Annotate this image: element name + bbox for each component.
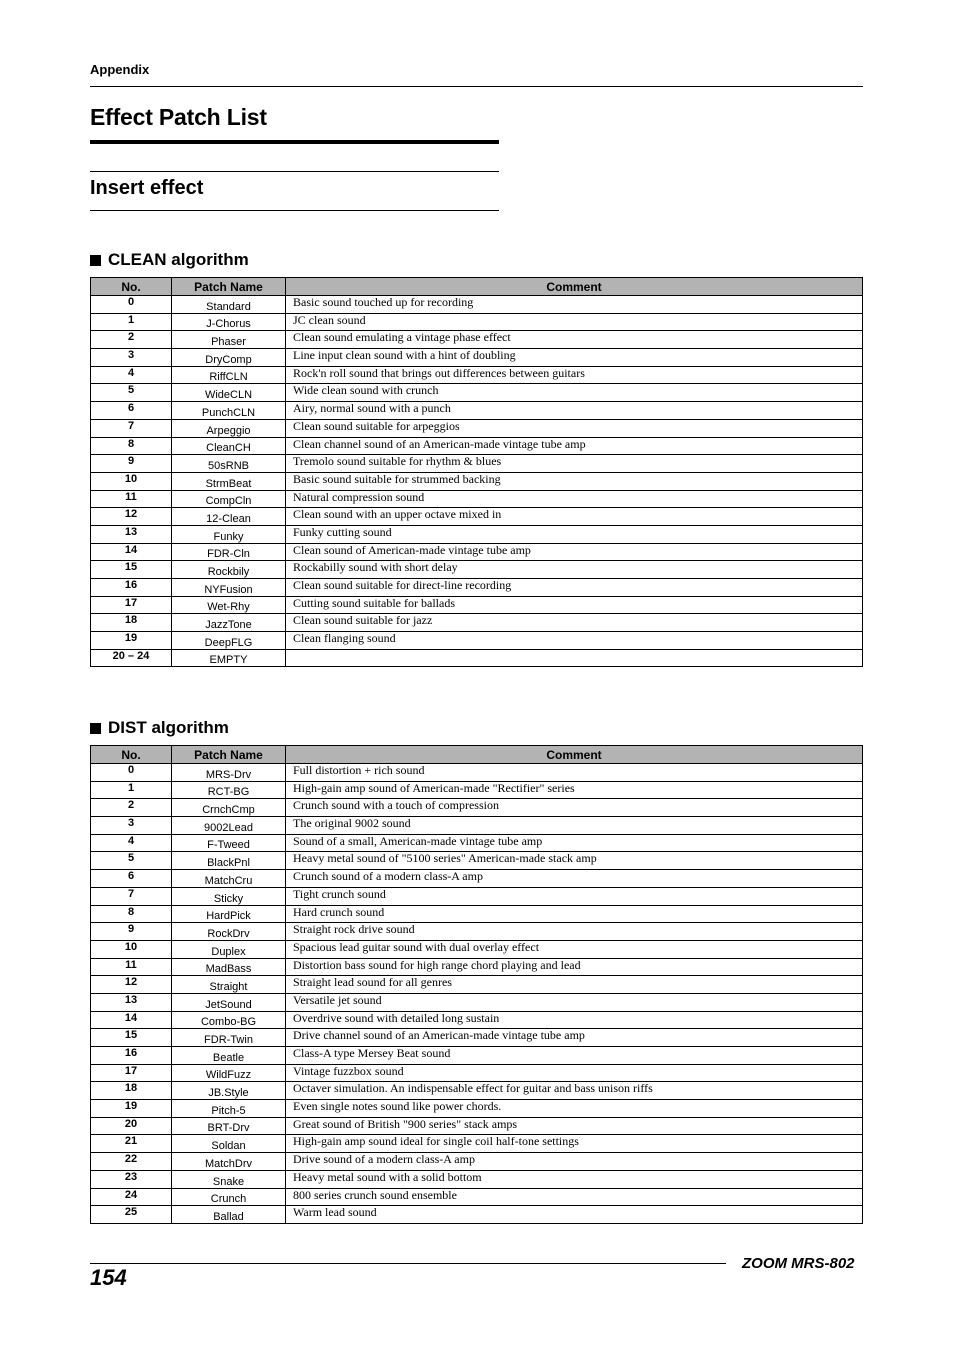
patch-number: 2 <box>91 799 172 817</box>
patch-comment: 800 series crunch sound ensemble <box>286 1188 863 1206</box>
patch-name: MadBass <box>172 958 286 976</box>
table-row <box>91 543 863 561</box>
patch-name: CompCln <box>172 490 286 508</box>
table-row <box>91 834 863 852</box>
dist-algorithm-heading <box>90 718 229 738</box>
patch-name: Soldan <box>172 1135 286 1153</box>
dist-heading-text: DIST algorithm <box>108 718 229 737</box>
table-row <box>91 781 863 799</box>
table-header-row <box>91 746 863 764</box>
table-row <box>91 958 863 976</box>
patch-number: 8 <box>91 905 172 923</box>
patch-number: 21 <box>91 1135 172 1153</box>
patch-comment: Clean sound of American-made vintage tube amp <box>286 543 863 561</box>
table-row <box>91 1064 863 1082</box>
patch-name: DeepFLG <box>172 632 286 650</box>
table-row <box>91 817 863 835</box>
patch-number: 3 <box>91 349 172 367</box>
table-row <box>91 313 863 331</box>
patch-number: 9 <box>91 923 172 941</box>
patch-number: 7 <box>91 419 172 437</box>
table-row <box>91 366 863 384</box>
patch-number: 19 <box>91 1100 172 1118</box>
patch-comment: JC clean sound <box>286 313 863 331</box>
subtitle-rule-top <box>90 171 499 172</box>
table-row <box>91 799 863 817</box>
dist-table-body <box>91 764 863 1224</box>
patch-comment: High-gain amp sound of American-made "Rectifier" series <box>286 781 863 799</box>
patch-comment: Heavy metal sound with a solid bottom <box>286 1170 863 1188</box>
table-row <box>91 940 863 958</box>
patch-name: WideCLN <box>172 384 286 402</box>
patch-number: 5 <box>91 852 172 870</box>
patch-comment: Rock'n roll sound that brings out differences between guitars <box>286 366 863 384</box>
table-row <box>91 1153 863 1171</box>
header-rule <box>90 86 863 87</box>
patch-name: Arpeggio <box>172 419 286 437</box>
patch-name: F-Tweed <box>172 834 286 852</box>
patch-number: 18 <box>91 614 172 632</box>
patch-number: 15 <box>91 1029 172 1047</box>
table-row <box>91 525 863 543</box>
patch-comment: Clean sound emulating a vintage phase effect <box>286 331 863 349</box>
patch-comment: Distortion bass sound for high range chord playing and lead <box>286 958 863 976</box>
patch-comment: Sound of a small, American-made vintage tube amp <box>286 834 863 852</box>
patch-comment: Warm lead sound <box>286 1206 863 1224</box>
patch-comment: Crunch sound with a touch of compression <box>286 799 863 817</box>
patch-number: 19 <box>91 632 172 650</box>
table-row <box>91 614 863 632</box>
table-row <box>91 402 863 420</box>
table-row <box>91 1206 863 1224</box>
patch-name: Standard <box>172 296 286 314</box>
patch-name: BlackPnl <box>172 852 286 870</box>
patch-comment: Clean sound with an upper octave mixed in <box>286 508 863 526</box>
patch-comment: Clean sound suitable for jazz <box>286 614 863 632</box>
patch-number: 25 <box>91 1206 172 1224</box>
patch-name: BRT-Drv <box>172 1117 286 1135</box>
patch-number: 12 <box>91 976 172 994</box>
patch-number: 4 <box>91 834 172 852</box>
patch-number: 16 <box>91 579 172 597</box>
patch-name: Crunch <box>172 1188 286 1206</box>
section-label: Appendix <box>90 62 150 77</box>
table-row <box>91 905 863 923</box>
patch-number: 10 <box>91 940 172 958</box>
table-row <box>91 887 863 905</box>
column-header-patch-name: Patch Name <box>172 746 286 764</box>
patch-comment: High-gain amp sound ideal for single coil half-tone settings <box>286 1135 863 1153</box>
patch-number: 12 <box>91 508 172 526</box>
patch-name: MatchCru <box>172 870 286 888</box>
footer-rule <box>90 1263 726 1264</box>
table-row <box>91 437 863 455</box>
table-row <box>91 764 863 782</box>
patch-name: Straight <box>172 976 286 994</box>
subtitle-rule-bottom <box>90 210 499 211</box>
patch-name: JazzTone <box>172 614 286 632</box>
table-row <box>91 1100 863 1118</box>
table-row <box>91 490 863 508</box>
patch-name: HardPick <box>172 905 286 923</box>
column-header-comment: Comment <box>286 278 863 296</box>
patch-comment: Tight crunch sound <box>286 887 863 905</box>
table-row <box>91 852 863 870</box>
patch-number: 14 <box>91 543 172 561</box>
patch-comment: Even single notes sound like power chords. <box>286 1100 863 1118</box>
patch-comment: Clean sound suitable for direct-line recording <box>286 579 863 597</box>
clean-patch-table <box>90 277 863 667</box>
table-row <box>91 1029 863 1047</box>
patch-comment: Spacious lead guitar sound with dual overlay effect <box>286 940 863 958</box>
patch-number: 7 <box>91 887 172 905</box>
table-row <box>91 384 863 402</box>
patch-comment: Basic sound suitable for strummed backing <box>286 472 863 490</box>
patch-number: 18 <box>91 1082 172 1100</box>
patch-comment: Natural compression sound <box>286 490 863 508</box>
patch-name: Ballad <box>172 1206 286 1224</box>
patch-comment: Versatile jet sound <box>286 993 863 1011</box>
patch-name: DryComp <box>172 349 286 367</box>
table-row <box>91 1082 863 1100</box>
title-rule <box>90 140 499 144</box>
patch-name: Snake <box>172 1170 286 1188</box>
patch-number: 20 <box>91 1117 172 1135</box>
patch-name: Phaser <box>172 331 286 349</box>
patch-name: JetSound <box>172 993 286 1011</box>
patch-number: 1 <box>91 781 172 799</box>
table-row <box>91 923 863 941</box>
patch-number: 9 <box>91 455 172 473</box>
clean-heading-text: CLEAN algorithm <box>108 250 249 269</box>
patch-name: WildFuzz <box>172 1064 286 1082</box>
patch-comment: Straight rock drive sound <box>286 923 863 941</box>
patch-comment: Cutting sound suitable for ballads <box>286 596 863 614</box>
table-row <box>91 331 863 349</box>
patch-number: 17 <box>91 596 172 614</box>
table-row <box>91 632 863 650</box>
patch-comment: Basic sound touched up for recording <box>286 296 863 314</box>
patch-name: CleanCH <box>172 437 286 455</box>
patch-number: 6 <box>91 870 172 888</box>
patch-name: RCT-BG <box>172 781 286 799</box>
table-row <box>91 649 863 667</box>
patch-name: MatchDrv <box>172 1153 286 1171</box>
clean-algorithm-heading <box>90 250 249 270</box>
patch-name: FDR-Cln <box>172 543 286 561</box>
patch-number: 4 <box>91 366 172 384</box>
patch-name: 50sRNB <box>172 455 286 473</box>
patch-name: Duplex <box>172 940 286 958</box>
patch-comment: Clean flanging sound <box>286 632 863 650</box>
patch-comment: Heavy metal sound of "5100 series" American-made stack amp <box>286 852 863 870</box>
patch-number: 20 – 24 <box>91 649 172 667</box>
patch-name: PunchCLN <box>172 402 286 420</box>
patch-comment: Drive sound of a modern class-A amp <box>286 1153 863 1171</box>
patch-name: JB.Style <box>172 1082 286 1100</box>
patch-name: Funky <box>172 525 286 543</box>
patch-name: Combo-BG <box>172 1011 286 1029</box>
table-row <box>91 419 863 437</box>
clean-table-body <box>91 296 863 667</box>
table-row <box>91 1188 863 1206</box>
patch-name: RiffCLN <box>172 366 286 384</box>
patch-comment: Drive channel sound of an American-made vintage tube amp <box>286 1029 863 1047</box>
patch-number: 17 <box>91 1064 172 1082</box>
patch-comment: Line input clean sound with a hint of doubling <box>286 349 863 367</box>
patch-name: J-Chorus <box>172 313 286 331</box>
table-row <box>91 561 863 579</box>
table-row <box>91 579 863 597</box>
dist-patch-table <box>90 745 863 1224</box>
table-row <box>91 993 863 1011</box>
patch-comment: Rockabilly sound with short delay <box>286 561 863 579</box>
patch-number: 1 <box>91 313 172 331</box>
patch-comment: Overdrive sound with detailed long sustain <box>286 1011 863 1029</box>
patch-number: 22 <box>91 1153 172 1171</box>
patch-comment: Clean channel sound of an American-made vintage tube amp <box>286 437 863 455</box>
patch-number: 2 <box>91 331 172 349</box>
table-row <box>91 596 863 614</box>
patch-name: CrnchCmp <box>172 799 286 817</box>
patch-name: MRS-Drv <box>172 764 286 782</box>
bullet-square-icon <box>90 723 101 734</box>
patch-name: Pitch-5 <box>172 1100 286 1118</box>
patch-name: RockDrv <box>172 923 286 941</box>
patch-name: FDR-Twin <box>172 1029 286 1047</box>
patch-name: StrmBeat <box>172 472 286 490</box>
patch-name: Sticky <box>172 887 286 905</box>
table-row <box>91 1047 863 1065</box>
patch-comment: Straight lead sound for all genres <box>286 976 863 994</box>
patch-number: 11 <box>91 490 172 508</box>
patch-comment: Tremolo sound suitable for rhythm & blues <box>286 455 863 473</box>
bullet-square-icon <box>90 255 101 266</box>
patch-comment: Airy, normal sound with a punch <box>286 402 863 420</box>
patch-comment: Crunch sound of a modern class-A amp <box>286 870 863 888</box>
patch-comment: Wide clean sound with crunch <box>286 384 863 402</box>
table-row <box>91 1170 863 1188</box>
patch-number: 14 <box>91 1011 172 1029</box>
table-row <box>91 349 863 367</box>
table-row <box>91 1011 863 1029</box>
patch-number: 13 <box>91 993 172 1011</box>
patch-comment: Octaver simulation. An indispensable effect for guitar and bass unison riffs <box>286 1082 863 1100</box>
table-row <box>91 976 863 994</box>
table-header-row <box>91 278 863 296</box>
column-header-patch-name: Patch Name <box>172 278 286 296</box>
patch-comment: Full distortion + rich sound <box>286 764 863 782</box>
patch-name: Rockbily <box>172 561 286 579</box>
patch-number: 23 <box>91 1170 172 1188</box>
page-title: Effect Patch List <box>90 104 267 130</box>
table-row <box>91 508 863 526</box>
table-row <box>91 1117 863 1135</box>
page-number: 154 <box>90 1265 127 1290</box>
patch-comment: Class-A type Mersey Beat sound <box>286 1047 863 1065</box>
patch-comment: Vintage fuzzbox sound <box>286 1064 863 1082</box>
column-header-comment: Comment <box>286 746 863 764</box>
patch-name: Beatle <box>172 1047 286 1065</box>
patch-comment: Hard crunch sound <box>286 905 863 923</box>
patch-comment: The original 9002 sound <box>286 817 863 835</box>
patch-name: EMPTY <box>172 649 286 667</box>
patch-comment: Funky cutting sound <box>286 525 863 543</box>
patch-number: 0 <box>91 296 172 314</box>
patch-number: 11 <box>91 958 172 976</box>
subtitle: Insert effect <box>90 177 204 199</box>
patch-name: 12-Clean <box>172 508 286 526</box>
patch-number: 3 <box>91 817 172 835</box>
table-row <box>91 455 863 473</box>
column-header-no: No. <box>91 278 172 296</box>
patch-comment: Great sound of British "900 series" stack amps <box>286 1117 863 1135</box>
patch-number: 13 <box>91 525 172 543</box>
patch-name: Wet-Rhy <box>172 596 286 614</box>
column-header-no: No. <box>91 746 172 764</box>
patch-name: NYFusion <box>172 579 286 597</box>
patch-number: 5 <box>91 384 172 402</box>
table-row <box>91 870 863 888</box>
patch-comment <box>286 649 863 667</box>
patch-name: 9002Lead <box>172 817 286 835</box>
patch-number: 0 <box>91 764 172 782</box>
table-row <box>91 1135 863 1153</box>
patch-number: 16 <box>91 1047 172 1065</box>
patch-number: 8 <box>91 437 172 455</box>
patch-comment: Clean sound suitable for arpeggios <box>286 419 863 437</box>
patch-number: 24 <box>91 1188 172 1206</box>
patch-number: 15 <box>91 561 172 579</box>
table-row <box>91 296 863 314</box>
patch-number: 6 <box>91 402 172 420</box>
patch-number: 10 <box>91 472 172 490</box>
product-name: ZOOM MRS-802 <box>742 1255 855 1272</box>
table-row <box>91 472 863 490</box>
